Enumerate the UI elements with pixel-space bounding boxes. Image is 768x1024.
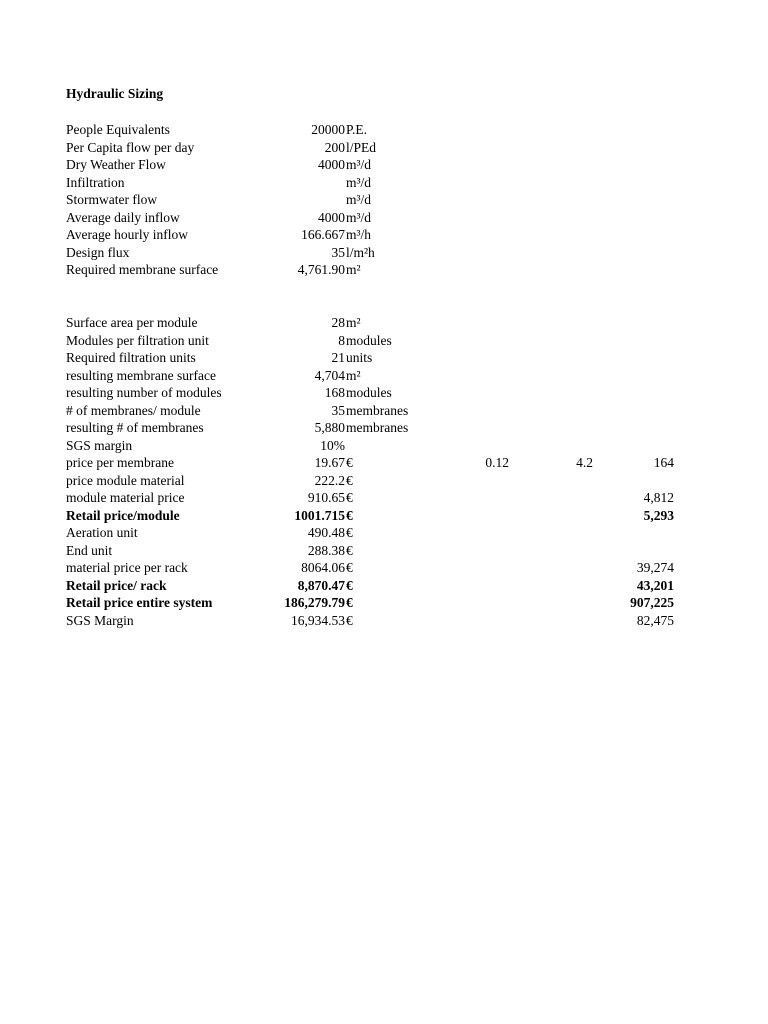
row-label: End unit	[66, 542, 113, 558]
row-unit: m²	[346, 315, 361, 330]
row-label: Dry Weather Flow	[66, 157, 166, 172]
table-row	[0, 349, 768, 367]
row-value: 16,934.53	[291, 612, 345, 628]
table-row	[0, 314, 768, 332]
row-unit: l/PEd	[346, 139, 377, 155]
row-value: 8064.06	[301, 560, 345, 575]
table-row	[0, 524, 768, 542]
row-value: 4000	[318, 157, 345, 172]
row-label: Modules per filtration unit	[66, 332, 209, 348]
row-value: 166.667	[301, 227, 345, 242]
row-label: price module material	[66, 472, 185, 488]
table-row	[0, 542, 768, 560]
row-unit: €	[346, 472, 353, 488]
row-unit: modules	[346, 332, 392, 348]
table-row	[0, 332, 768, 350]
row-label: material price per rack	[66, 560, 188, 575]
row-label: Stormwater flow	[66, 192, 158, 207]
row-value: 4000	[318, 209, 345, 225]
row-unit: €	[346, 612, 353, 628]
row-unit: units	[346, 350, 373, 365]
row-value: 186,279.79	[284, 595, 345, 610]
row-label: SGS margin	[66, 437, 133, 453]
row-unit: m³/h	[346, 227, 372, 242]
extra-value-1: 0.12	[485, 455, 509, 470]
table-row	[0, 226, 768, 244]
row-unit: €	[346, 455, 353, 470]
row-value: 35	[331, 402, 345, 418]
table-row	[0, 419, 768, 437]
row-value: 21	[331, 350, 345, 365]
row-value: 8	[338, 332, 345, 348]
row-value: 200	[324, 139, 345, 155]
row-value: 35	[331, 244, 345, 260]
extra-value-3: 907,225	[630, 595, 674, 610]
row-label: Aeration unit	[66, 525, 138, 540]
row-unit: €	[346, 577, 353, 593]
table-row	[0, 489, 768, 507]
row-label: People Equivalents	[66, 122, 170, 137]
table-row	[0, 191, 768, 209]
row-value: 19.67	[314, 455, 345, 470]
row-value: 490.48	[307, 525, 345, 540]
row-unit: membranes	[346, 402, 409, 418]
table-row	[0, 244, 768, 262]
row-value: 910.65	[307, 490, 345, 505]
row-label: Design flux	[66, 244, 130, 260]
row-label: Required filtration units	[66, 350, 196, 365]
row-label: resulting membrane surface	[66, 367, 216, 383]
table-row	[0, 559, 768, 577]
row-value: 28	[331, 315, 345, 330]
extra-value-3: 43,201	[636, 577, 674, 593]
extra-value-3: 4,812	[643, 490, 674, 505]
row-value: 168	[324, 385, 345, 400]
sheet-title: Hydraulic Sizing	[66, 86, 164, 101]
row-label: Retail price/module	[66, 507, 180, 523]
table-row	[0, 402, 768, 420]
table-row	[0, 437, 768, 455]
table-row-total	[0, 577, 768, 595]
row-unit: €	[346, 560, 353, 575]
row-unit: membranes	[346, 420, 409, 435]
row-value: 4,704	[314, 367, 345, 383]
row-label: Retail price/ rack	[66, 577, 167, 593]
row-label: Retail price entire system	[66, 595, 213, 610]
row-value: 288.38	[307, 542, 345, 558]
row-label: Average hourly inflow	[66, 227, 188, 242]
table-row	[0, 384, 768, 402]
row-label: Surface area per module	[66, 315, 198, 330]
table-row	[0, 612, 768, 630]
row-unit: €	[346, 542, 353, 558]
table-row	[0, 261, 768, 279]
row-unit: modules	[346, 385, 392, 400]
row-value: 4,761.90	[297, 262, 345, 277]
row-value: 20000	[311, 122, 345, 137]
table-row	[0, 174, 768, 192]
row-value: 10%	[320, 437, 345, 453]
row-label: SGS Margin	[66, 612, 134, 628]
row-label: Infiltration	[66, 174, 125, 190]
table-row	[0, 209, 768, 227]
extra-value-3: 164	[653, 455, 674, 470]
table-row	[0, 472, 768, 490]
table-row	[0, 156, 768, 174]
row-label: Per Capita flow per day	[66, 139, 195, 155]
row-unit: l/m²h	[346, 244, 375, 260]
table-row	[0, 121, 768, 139]
row-unit: m²	[346, 262, 361, 277]
extra-value-3: 82,475	[636, 612, 674, 628]
row-label: # of membranes/ module	[66, 402, 201, 418]
row-unit: P.E.	[346, 122, 368, 137]
extra-value-2: 4.2	[576, 455, 593, 470]
row-value: 222.2	[314, 472, 345, 488]
row-unit: m²	[346, 367, 361, 383]
row-value: 8,870.47	[297, 577, 345, 593]
table-row-total	[0, 594, 768, 612]
row-label: resulting # of membranes	[66, 420, 204, 435]
row-label: module material price	[66, 490, 185, 505]
extra-value-3: 39,274	[636, 560, 674, 575]
row-value: 1001.715	[294, 507, 345, 523]
table-row	[0, 454, 768, 472]
row-value: 5,880	[314, 420, 345, 435]
table-row	[0, 367, 768, 385]
row-label: resulting number of modules	[66, 385, 222, 400]
table-row	[0, 139, 768, 157]
table-row-total	[0, 507, 768, 525]
row-unit: m³/d	[346, 209, 372, 225]
row-unit: €	[346, 490, 353, 505]
extra-value-3: 5,293	[643, 507, 674, 523]
row-unit: m³/d	[346, 157, 372, 172]
row-unit: m³/d	[346, 174, 372, 190]
row-label: price per membrane	[66, 455, 174, 470]
row-unit: €	[346, 595, 353, 610]
row-label: Required membrane surface	[66, 262, 219, 277]
row-unit: €	[346, 525, 353, 540]
row-unit: m³/d	[346, 192, 372, 207]
row-unit: €	[346, 507, 353, 523]
row-label: Average daily inflow	[66, 209, 180, 225]
